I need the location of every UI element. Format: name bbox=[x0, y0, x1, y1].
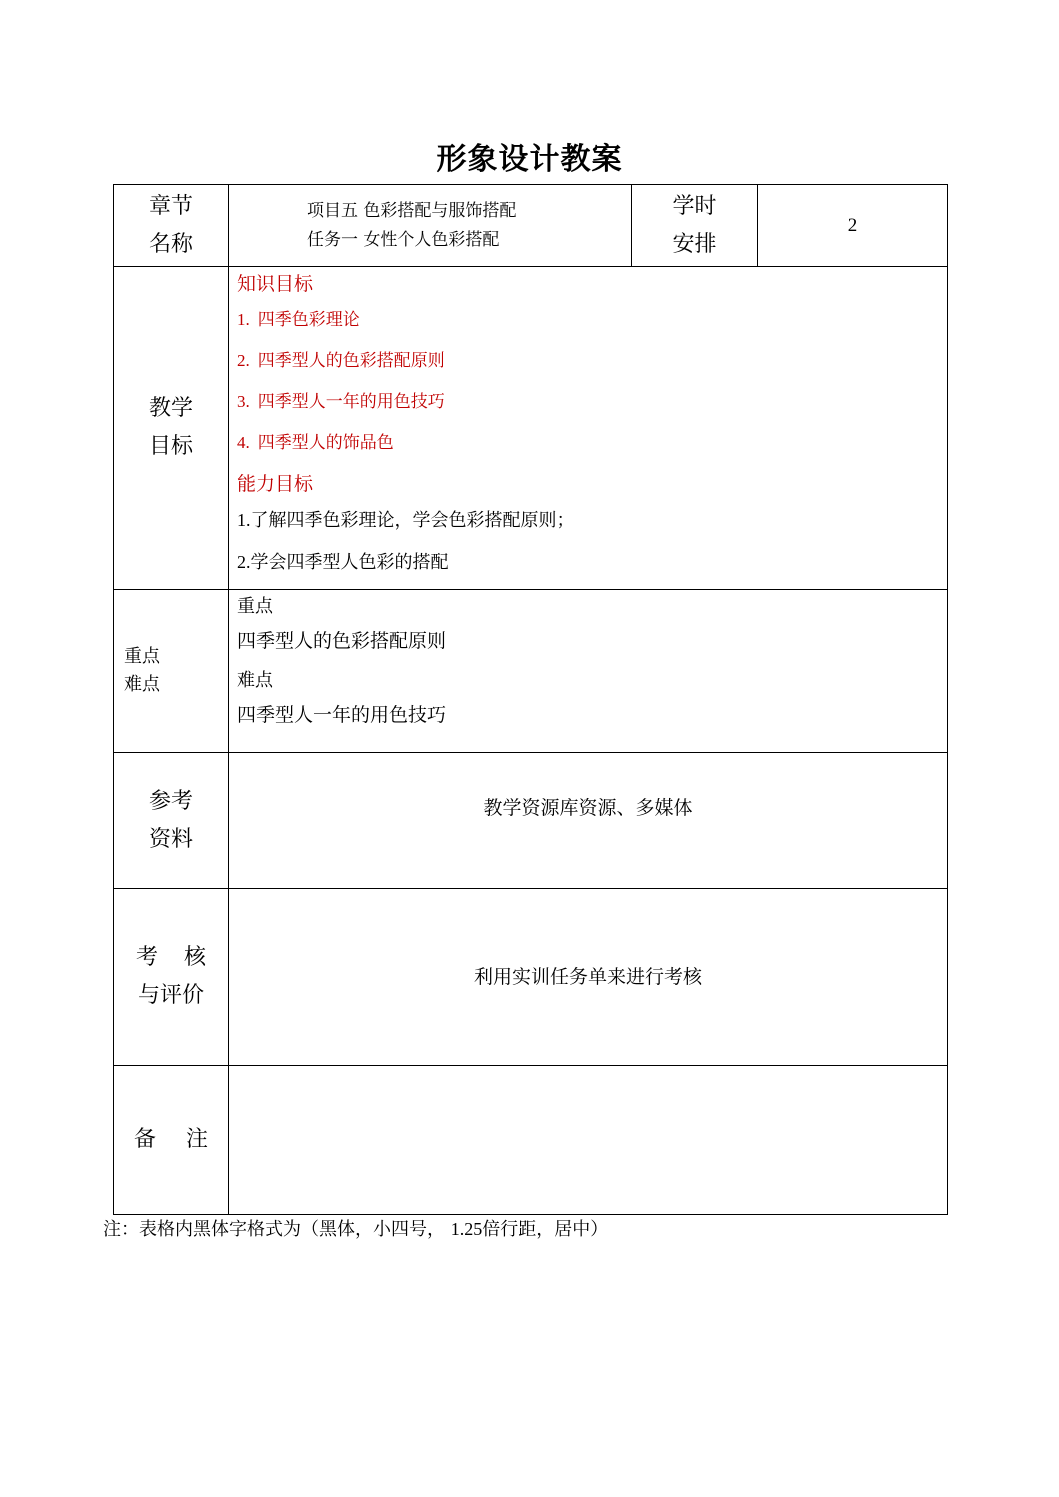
chapter-label-line2: 名称 bbox=[148, 231, 193, 257]
ability-item-text: 了解四季色彩理论，学会色彩搭配原则； bbox=[250, 510, 575, 531]
ability-item bbox=[237, 547, 947, 578]
chapter-name-line1: 项目五 色彩搭配与服饰搭配 bbox=[307, 200, 517, 221]
chapter-name-cell bbox=[229, 185, 632, 267]
knowledge-item-number: 2. bbox=[237, 351, 250, 370]
knowledge-item bbox=[237, 305, 947, 335]
footnote-number: 1.25 bbox=[450, 1219, 483, 1239]
objectives-label-line1: 教学 bbox=[148, 396, 193, 421]
document-title: 形象设计教案 bbox=[436, 142, 623, 177]
footnote bbox=[103, 1215, 608, 1244]
key-points-label bbox=[114, 590, 229, 753]
objectives-row bbox=[114, 267, 948, 590]
references-label-line1: 参考 bbox=[148, 788, 193, 814]
references-text: 教学资源库资源、多媒体 bbox=[483, 797, 693, 819]
hours-label-line2: 安排 bbox=[672, 231, 717, 257]
assessment-label bbox=[114, 889, 229, 1066]
knowledge-item bbox=[237, 428, 947, 458]
ability-item-text: 学会四季型人色彩的搭配 bbox=[250, 552, 449, 573]
objectives-content bbox=[229, 267, 948, 590]
hours-value: 2 bbox=[758, 185, 948, 267]
remarks-label-char1: 备 bbox=[133, 1127, 156, 1152]
remarks-label-line bbox=[114, 1121, 228, 1159]
objectives-label-line2: 目标 bbox=[148, 434, 193, 459]
focus-text: 四季型人的色彩搭配原则 bbox=[237, 630, 447, 652]
references-content bbox=[229, 753, 948, 889]
key-points-label-line1: 重点 bbox=[124, 646, 160, 667]
knowledge-item-text: 四季型人的色彩搭配原则 bbox=[257, 351, 445, 371]
focus-heading: 重点 bbox=[237, 596, 273, 617]
knowledge-item-number: 4. bbox=[237, 433, 250, 452]
footnote-suffix: 倍行距，居中） bbox=[482, 1219, 609, 1240]
footnote-prefix: 注：表格内黑体字格式为（黑体，小四号， bbox=[103, 1219, 445, 1240]
knowledge-item bbox=[237, 387, 947, 417]
assessment-content bbox=[229, 889, 948, 1066]
chapter-label bbox=[114, 185, 229, 267]
knowledge-item-text: 四季色彩理论 bbox=[257, 310, 360, 330]
difficulty-heading: 难点 bbox=[237, 670, 273, 691]
remarks-row bbox=[114, 1066, 948, 1215]
assessment-label-line2: 与评价 bbox=[137, 983, 204, 1008]
chapter-row bbox=[114, 185, 948, 267]
references-label bbox=[114, 753, 229, 889]
knowledge-item-number: 1. bbox=[237, 310, 250, 329]
knowledge-item bbox=[237, 346, 947, 376]
chapter-name-line2: 任务一 女性个人色彩搭配 bbox=[307, 229, 500, 250]
knowledge-objectives-heading: 知识目标 bbox=[237, 273, 314, 295]
ability-item bbox=[237, 505, 947, 536]
knowledge-item-text: 四季型人一年的用色技巧 bbox=[257, 392, 445, 412]
lesson-plan-table bbox=[113, 184, 948, 1215]
knowledge-item-text: 四季型人的饰品色 bbox=[257, 433, 394, 453]
difficulty-text: 四季型人一年的用色技巧 bbox=[237, 704, 447, 726]
chapter-label-line1: 章节 bbox=[148, 193, 193, 219]
hours-label bbox=[632, 185, 758, 267]
assessment-row bbox=[114, 889, 948, 1066]
key-points-content bbox=[229, 590, 948, 753]
ability-objectives-heading: 能力目标 bbox=[237, 473, 314, 495]
assessment-label-char2: 核 bbox=[184, 945, 207, 970]
objectives-label bbox=[114, 267, 229, 590]
hours-label-line1: 学时 bbox=[672, 193, 717, 219]
assessment-label-char1: 考 bbox=[135, 945, 158, 970]
ability-item-number: 1. bbox=[237, 510, 251, 530]
assessment-label-line1 bbox=[114, 939, 228, 977]
remarks-label bbox=[114, 1066, 229, 1215]
key-points-label-line2: 难点 bbox=[124, 674, 160, 695]
key-points-row bbox=[114, 590, 948, 753]
references-row bbox=[114, 753, 948, 889]
assessment-text: 利用实训任务单来进行考核 bbox=[473, 965, 702, 988]
ability-item-number: 2. bbox=[237, 552, 251, 572]
knowledge-item-number: 3. bbox=[237, 392, 250, 411]
remarks-content bbox=[229, 1066, 948, 1215]
references-label-line2: 资料 bbox=[148, 826, 193, 852]
remarks-label-char2: 注 bbox=[186, 1127, 209, 1152]
